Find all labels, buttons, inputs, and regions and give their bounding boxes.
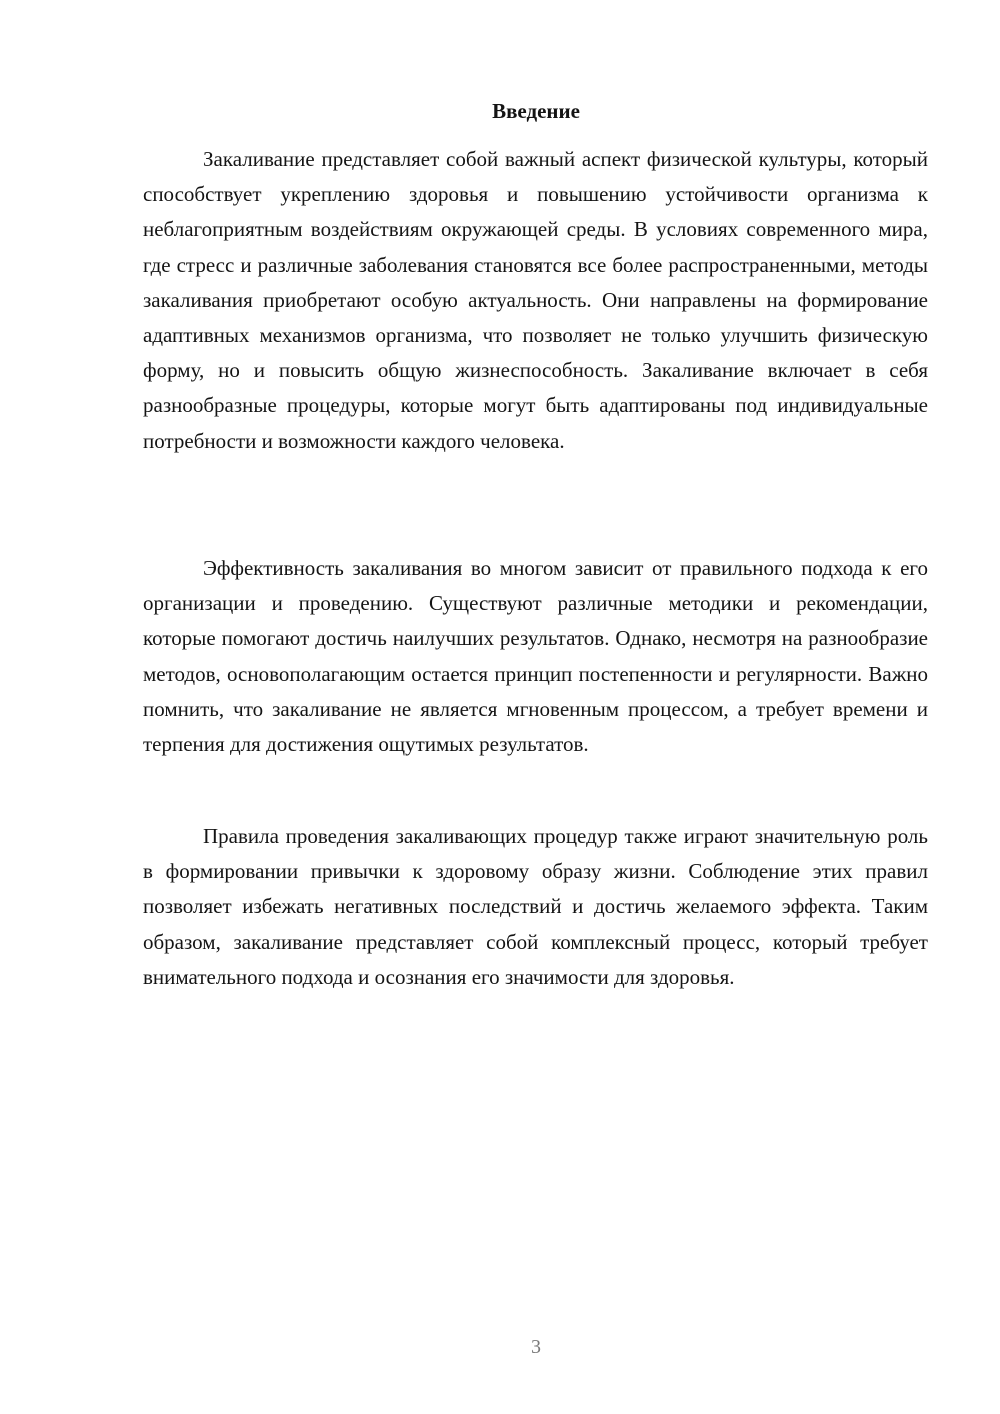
page-number: 3: [531, 1336, 541, 1358]
paragraph-intro: Закаливание представляет собой важный аспект физической культуры, который способствует укреплению здоровья и повышению устойчивости организма к неблагоприятным воздействиям окружающей среды. В условиях современного мира, где стресс и различные заболевания становятся все более распространенными, методы закаливания приобретают особую актуальность. Они направлены на формирование адаптивных механизмов организма, что позволяет не только улучшить физическую форму, но и повысить общую жизнеспособность. Закаливание включает в себя разнообразные процедуры, которые могут быть адаптированы под индивидуальные потребности и возможности каждого человека.: [143, 147, 928, 453]
section-title: Введение: [492, 99, 580, 123]
paragraph-rules: Правила проведения закаливающих процедур также играют значительную роль в формировании привычки к здоровому образу жизни. Соблюдение этих правил позволяет избежать негативных последствий и достичь желаемого эффекта. Таким образом, закаливание представляет собой комплексный процесс, который требует внимательного подхода и осознания его значимости для здоровья.: [143, 824, 928, 989]
paragraph-effectiveness: Эффективность закаливания во многом зависит от правильного подхода к его организации и проведению. Существуют различные методики и рекомендации, которые помогают достичь наилучших результатов. Однако, несмотря на разнообразие методов, основополагающим остается принцип постепенности и регулярности. Важно помнить, что закаливание не является мгновенным процессом, а требует времени и терпения для достижения ощутимых результатов.: [143, 556, 928, 757]
